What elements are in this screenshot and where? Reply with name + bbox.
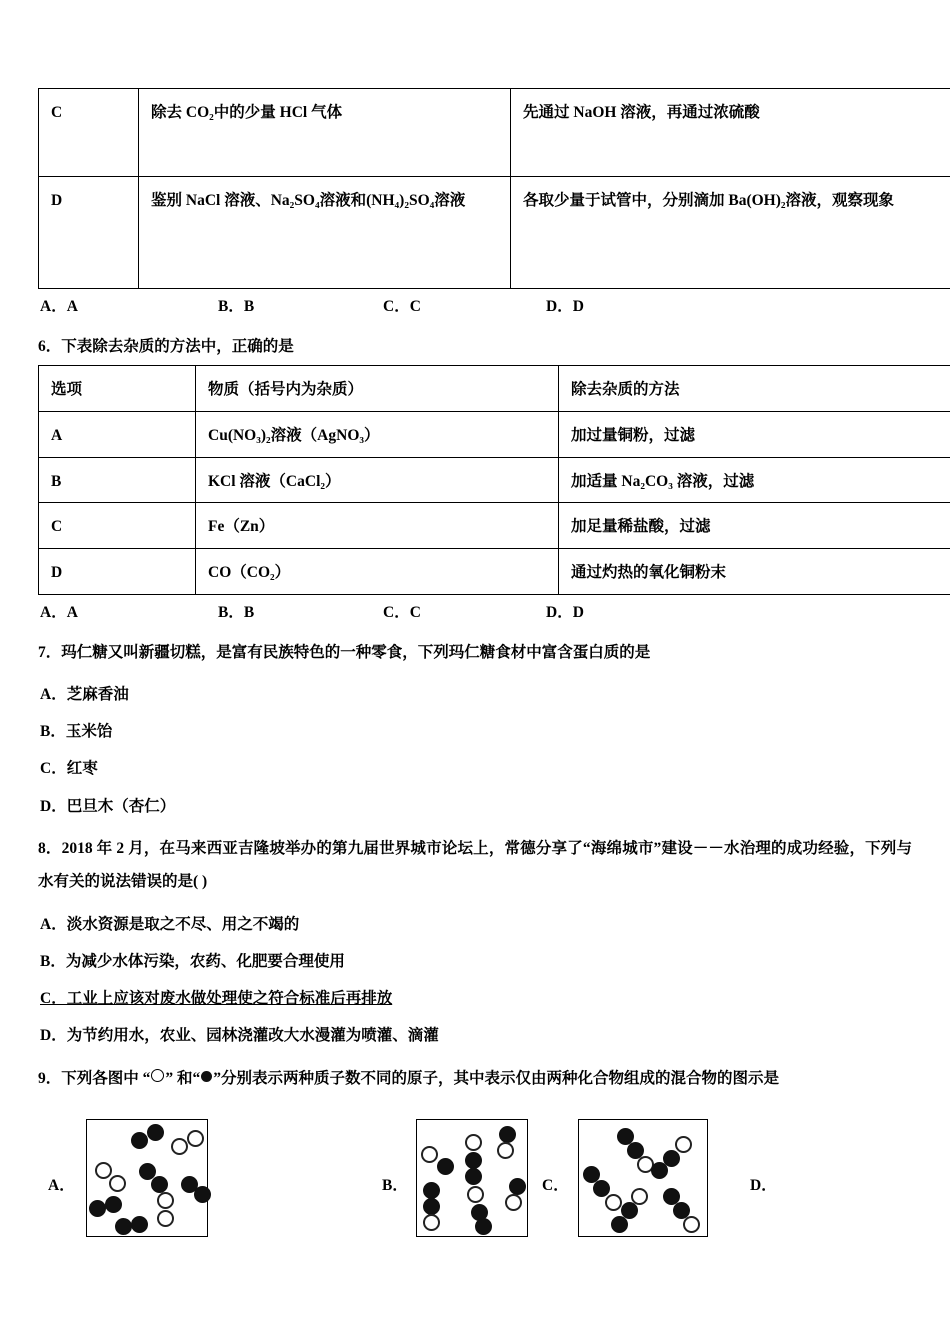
answer-option-c[interactable]: C．C: [383, 603, 421, 621]
filled-atom: [423, 1198, 440, 1215]
table-cell-substance: CO（CO₂）: [196, 549, 559, 595]
table-question-6: [38, 365, 950, 594]
table-row: [39, 89, 950, 177]
open-atom: [421, 1146, 438, 1163]
diagram-b: [416, 1119, 528, 1237]
filled-atom: [465, 1152, 482, 1169]
question-9-stem-part3: ”分别表示两种质子数不同的原子，其中表示仅由两种化合物组成的混合物的图示是: [213, 1069, 780, 1087]
table-header-substance: 物质（括号内为杂质）: [196, 366, 559, 412]
filled-atom: [593, 1180, 610, 1197]
filled-atom: [509, 1178, 526, 1195]
table-cell-option: A: [39, 411, 196, 457]
diagram-a: [86, 1119, 208, 1237]
answer-options-q5: [38, 294, 912, 324]
table-header-option: 选项: [39, 366, 196, 412]
question-6-stem: 6．下表除去杂质的方法中，正确的是: [38, 338, 294, 355]
question-9-stem: [38, 1062, 912, 1095]
table-cell-method: 通过灼热的氧化铜粉末: [559, 549, 950, 595]
filled-atom: [475, 1218, 492, 1235]
question-8-option-d[interactable]: D．为节约用水，农业、园林浇灌改大水漫灌为喷灌、滴灌: [40, 1027, 439, 1045]
diagram-label-b: B．: [382, 1176, 408, 1194]
open-atom: [157, 1210, 174, 1227]
table-row: [39, 549, 950, 595]
question-8-option-a[interactable]: A．淡水资源是取之不尽、用之不竭的: [40, 915, 300, 933]
filled-atom: [131, 1132, 148, 1149]
table-cell-method: 先通过 NaOH 溶液，再通过浓硫酸: [511, 89, 950, 177]
question-7-option-c[interactable]: C．红枣: [40, 760, 98, 778]
filled-atom: [115, 1218, 132, 1235]
question-8-option-b[interactable]: B．为减少水体污染，农药、化肥要合理使用: [40, 952, 345, 970]
diagram-label-a: A．: [48, 1176, 75, 1194]
table-cell-method: 加过量铜粉，过滤: [559, 411, 950, 457]
open-atom: [465, 1134, 482, 1151]
table-cell-method: 加适量 Na₂CO₃ 溶液，过滤: [559, 457, 950, 503]
filled-atom: [131, 1216, 148, 1233]
question-7-stem: 7．玛仁糖又叫新疆切糕，是富有民族特色的一种零食，下列玛仁糖食材中富含蛋白质的是: [38, 643, 651, 661]
table-cell-substance: Cu(NO₃)₂溶液（AgNO₃）: [196, 411, 559, 457]
filled-atom: [499, 1126, 516, 1143]
answer-option-a[interactable]: A．A: [40, 298, 78, 315]
diagram-c: [578, 1119, 708, 1237]
open-atom: [675, 1136, 692, 1153]
filled-atom: [194, 1186, 211, 1203]
table-cell-substance: 除去 CO₂中的少量 HCl 气体: [139, 89, 511, 177]
filled-atom: [651, 1162, 668, 1179]
open-atom: [423, 1214, 440, 1231]
open-atom: [171, 1138, 188, 1155]
diagram-label-d: D．: [750, 1176, 777, 1194]
open-atom: [109, 1175, 126, 1192]
table-cell-method: 加足量稀盐酸，过滤: [559, 503, 950, 549]
table-row: [39, 177, 950, 289]
open-atom: [467, 1186, 484, 1203]
diagram-label-c: C．: [542, 1176, 569, 1194]
question-9-stem-part1: 9．下列各图中 “: [38, 1069, 151, 1087]
table-header-row: [39, 366, 950, 412]
open-atom: [497, 1142, 514, 1159]
table-row: [39, 457, 950, 503]
table-question-5: [38, 88, 950, 289]
table-cell-option: B: [39, 457, 196, 503]
filled-atom: [423, 1182, 440, 1199]
filled-atom: [89, 1200, 106, 1217]
answer-option-a[interactable]: A．A: [40, 603, 78, 621]
filled-circle-icon: [201, 1071, 212, 1082]
filled-atom: [151, 1176, 168, 1193]
table-cell-option: C: [39, 89, 139, 177]
open-atom: [157, 1192, 174, 1209]
answer-option-b[interactable]: B．B: [218, 298, 255, 315]
question-7-option-d[interactable]: D．巴旦木（杏仁）: [40, 797, 176, 815]
answer-option-d[interactable]: D．D: [546, 603, 584, 621]
filled-atom: [147, 1124, 164, 1141]
table-header-method: 除去杂质的方法: [559, 366, 950, 412]
table-cell-method: 各取少量于试管中，分别滴加 Ba(OH)₂溶液，观察现象: [511, 177, 950, 289]
table-cell-option: D: [39, 549, 196, 595]
question-7-option-b[interactable]: B．玉米饴: [40, 723, 113, 741]
filled-atom: [611, 1216, 628, 1233]
question-7-option-a[interactable]: A．芝麻香油: [40, 685, 129, 703]
answer-option-c[interactable]: C．C: [383, 298, 421, 315]
question-9-stem-part2: ” 和“: [165, 1069, 201, 1087]
table-row: [39, 503, 950, 549]
table-cell-option: D: [39, 177, 139, 289]
filled-atom: [105, 1196, 122, 1213]
table-cell-substance: KCl 溶液（CaCl₂）: [196, 457, 559, 503]
open-circle-icon: [151, 1069, 164, 1082]
table-cell-option: C: [39, 503, 196, 549]
table-cell-substance: 鉴别 NaCl 溶液、Na₂SO₄溶液和(NH₄)₂SO₄溶液: [139, 177, 511, 289]
table-row: [39, 411, 950, 457]
question-8-stem: 8．2018 年 2 月，在马来西亚吉隆坡举办的第九届世界城市论坛上，常德分享了“海绵城市”建设－－水治理的成功经验，下列与水有关的说法错误的是( ): [38, 839, 912, 891]
open-atom: [505, 1194, 522, 1211]
question-8-option-c[interactable]: C．工业上应该对废水做处理使之符合标准后再排放: [40, 990, 393, 1008]
answer-option-b[interactable]: B．B: [218, 603, 255, 621]
answer-option-d[interactable]: D．D: [546, 298, 584, 315]
page-content: [38, 88, 912, 1259]
table-cell-substance: Fe（Zn）: [196, 503, 559, 549]
open-atom: [683, 1216, 700, 1233]
open-atom: [95, 1162, 112, 1179]
answer-options-q6: [38, 600, 912, 630]
question-9-diagrams: [38, 1109, 912, 1259]
open-atom: [605, 1194, 622, 1211]
open-atom: [187, 1130, 204, 1147]
filled-atom: [437, 1158, 454, 1175]
filled-atom: [465, 1168, 482, 1185]
